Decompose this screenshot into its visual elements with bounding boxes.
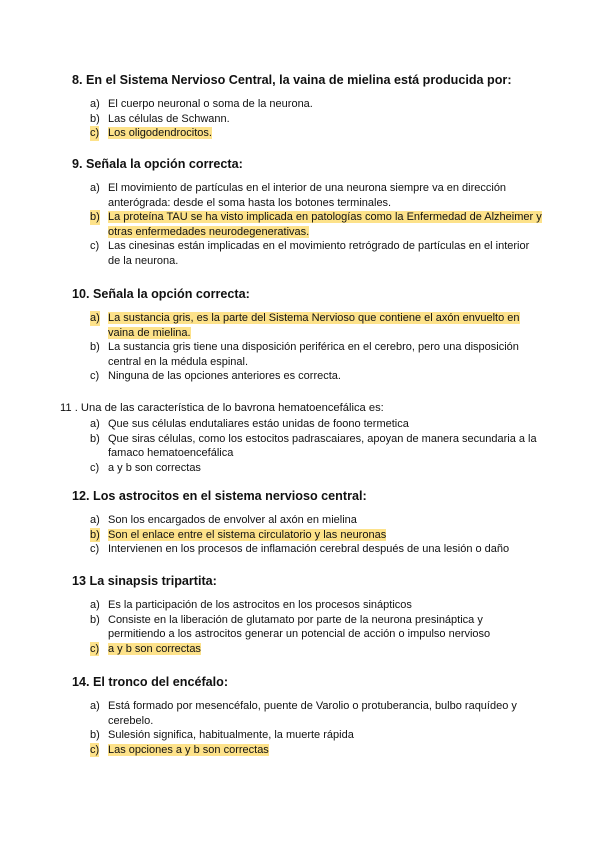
question-title: 14. El tronco del encéfalo: bbox=[72, 675, 229, 689]
question-12 bbox=[72, 488, 542, 557]
option-letter: a) bbox=[90, 700, 100, 712]
answer-option-c bbox=[60, 461, 544, 476]
option-letter: a) bbox=[90, 599, 100, 611]
option-letter: b) bbox=[90, 528, 100, 541]
answer-option-c-highlighted bbox=[72, 743, 542, 758]
option-letter: b) bbox=[90, 729, 100, 742]
option-letter: a) bbox=[90, 98, 100, 110]
option-text: La proteína TAU se ha visto implicada en patologías como la Enfermedad de Alzheimer y otras enfermedades neurodegenerativas. bbox=[108, 211, 542, 238]
answer-option-c bbox=[72, 369, 542, 384]
answer-option-b bbox=[72, 340, 542, 369]
answer-option-b-highlighted bbox=[72, 210, 542, 239]
answer-option-a bbox=[72, 598, 542, 613]
option-text: La sustancia gris tiene una disposición periférica en el cerebro, pero una disposición central en la médula espinal. bbox=[108, 341, 519, 368]
answer-option-a-highlighted bbox=[72, 311, 542, 340]
question-13 bbox=[72, 573, 542, 656]
option-text: El cuerpo neuronal o soma de la neurona. bbox=[108, 98, 313, 110]
answer-option-b bbox=[60, 432, 544, 461]
option-letter: a) bbox=[90, 182, 100, 194]
question-10 bbox=[72, 286, 542, 384]
answer-option-c-highlighted bbox=[72, 126, 542, 141]
answer-option-b bbox=[72, 613, 542, 642]
answer-option-a bbox=[72, 181, 542, 210]
option-text: Las cinesinas están implicadas en el movimiento retrógrado de partículas en el interior de la neurona. bbox=[108, 240, 530, 267]
option-text: Las opciones a y b son correctas bbox=[108, 743, 269, 756]
answer-option-a bbox=[72, 97, 542, 112]
question-title: 10. Señala la opción correcta: bbox=[72, 287, 250, 301]
option-letter: b) bbox=[90, 112, 100, 125]
question-title: 8. En el Sistema Nervioso Central, la vaina de mielina está producida por: bbox=[72, 73, 512, 87]
question-14 bbox=[72, 674, 542, 757]
answer-option-c bbox=[72, 239, 542, 268]
option-text: La sustancia gris, es la parte del Sistema Nervioso que contiene el axón envuelto en vaina de mielina. bbox=[108, 312, 520, 339]
answer-option-b bbox=[72, 728, 542, 743]
question-title: 9. Señala la opción correcta: bbox=[72, 157, 243, 171]
question-title: 11 . Una de las característica de lo bavrona hematoencefálica es: bbox=[60, 402, 384, 414]
option-letter: b) bbox=[90, 211, 100, 224]
option-text: Son los encargados de envolver al axón en mielina bbox=[108, 514, 357, 526]
option-text: Ninguna de las opciones anteriores es correcta. bbox=[108, 370, 341, 383]
option-letter: c) bbox=[90, 461, 100, 474]
option-text: El movimiento de partículas en el interior de una neurona siempre va en dirección anterógrada: desde el soma hasta los botones terminales. bbox=[108, 182, 507, 209]
option-letter: a) bbox=[90, 514, 100, 526]
question-title: 12. Los astrocitos en el sistema nervioso central: bbox=[72, 489, 367, 503]
option-text: Que sus células endutaliares estáo unidas de foono termetica bbox=[108, 418, 409, 430]
answer-option-c bbox=[72, 542, 542, 557]
option-letter: b) bbox=[90, 432, 100, 445]
question-title: 13 La sinapsis tripartita: bbox=[72, 574, 217, 588]
answer-option-a bbox=[72, 513, 542, 528]
answer-option-a bbox=[60, 417, 544, 432]
option-letter: c) bbox=[90, 743, 100, 756]
option-text: a y b son correctas bbox=[108, 642, 201, 655]
answer-option-b bbox=[72, 112, 542, 127]
option-text: Son el enlace entre el sistema circulatorio y las neuronas bbox=[108, 528, 387, 541]
option-text: Sulesión significa, habitualmente, la muerte rápida bbox=[108, 729, 354, 742]
option-text: Consiste en la liberación de glutamato por parte de la neurona presináptica y permitiendo a los astrocitos generar un potencial de acción o impulso nervioso bbox=[108, 613, 491, 641]
question-9 bbox=[72, 156, 542, 269]
option-letter: b) bbox=[90, 341, 100, 354]
option-letter: c) bbox=[90, 642, 100, 655]
option-letter: c) bbox=[90, 370, 100, 383]
option-text: Que siras células, como los estocitos padrascaiares, apoyan de manera secundaria a la famaco hematoencefálica bbox=[108, 432, 537, 460]
question-8 bbox=[72, 72, 542, 141]
option-letter: b) bbox=[90, 613, 100, 626]
option-text: Intervienen en los procesos de inflamación cerebral después de una lesión o daño bbox=[108, 543, 510, 556]
option-letter: c) bbox=[90, 240, 100, 253]
answer-option-c-highlighted bbox=[72, 642, 542, 657]
answer-option-b-highlighted bbox=[72, 528, 542, 543]
answer-option-a bbox=[72, 699, 542, 728]
option-letter: c) bbox=[90, 127, 100, 140]
option-text: Es la participación de los astrocitos en los procesos sinápticos bbox=[108, 599, 412, 611]
option-text: Los oligodendrocitos. bbox=[108, 127, 212, 140]
option-text: a y b son correctas bbox=[108, 461, 201, 474]
option-letter: a) bbox=[90, 418, 100, 430]
option-letter: a) bbox=[90, 312, 100, 324]
option-text: Las células de Schwann. bbox=[108, 112, 230, 125]
option-letter: c) bbox=[90, 543, 100, 556]
question-11 bbox=[60, 400, 544, 475]
option-text: Está formado por mesencéfalo, puente de Varolio o protuberancia, bulbo raquídeo y cerebelo. bbox=[108, 700, 517, 727]
